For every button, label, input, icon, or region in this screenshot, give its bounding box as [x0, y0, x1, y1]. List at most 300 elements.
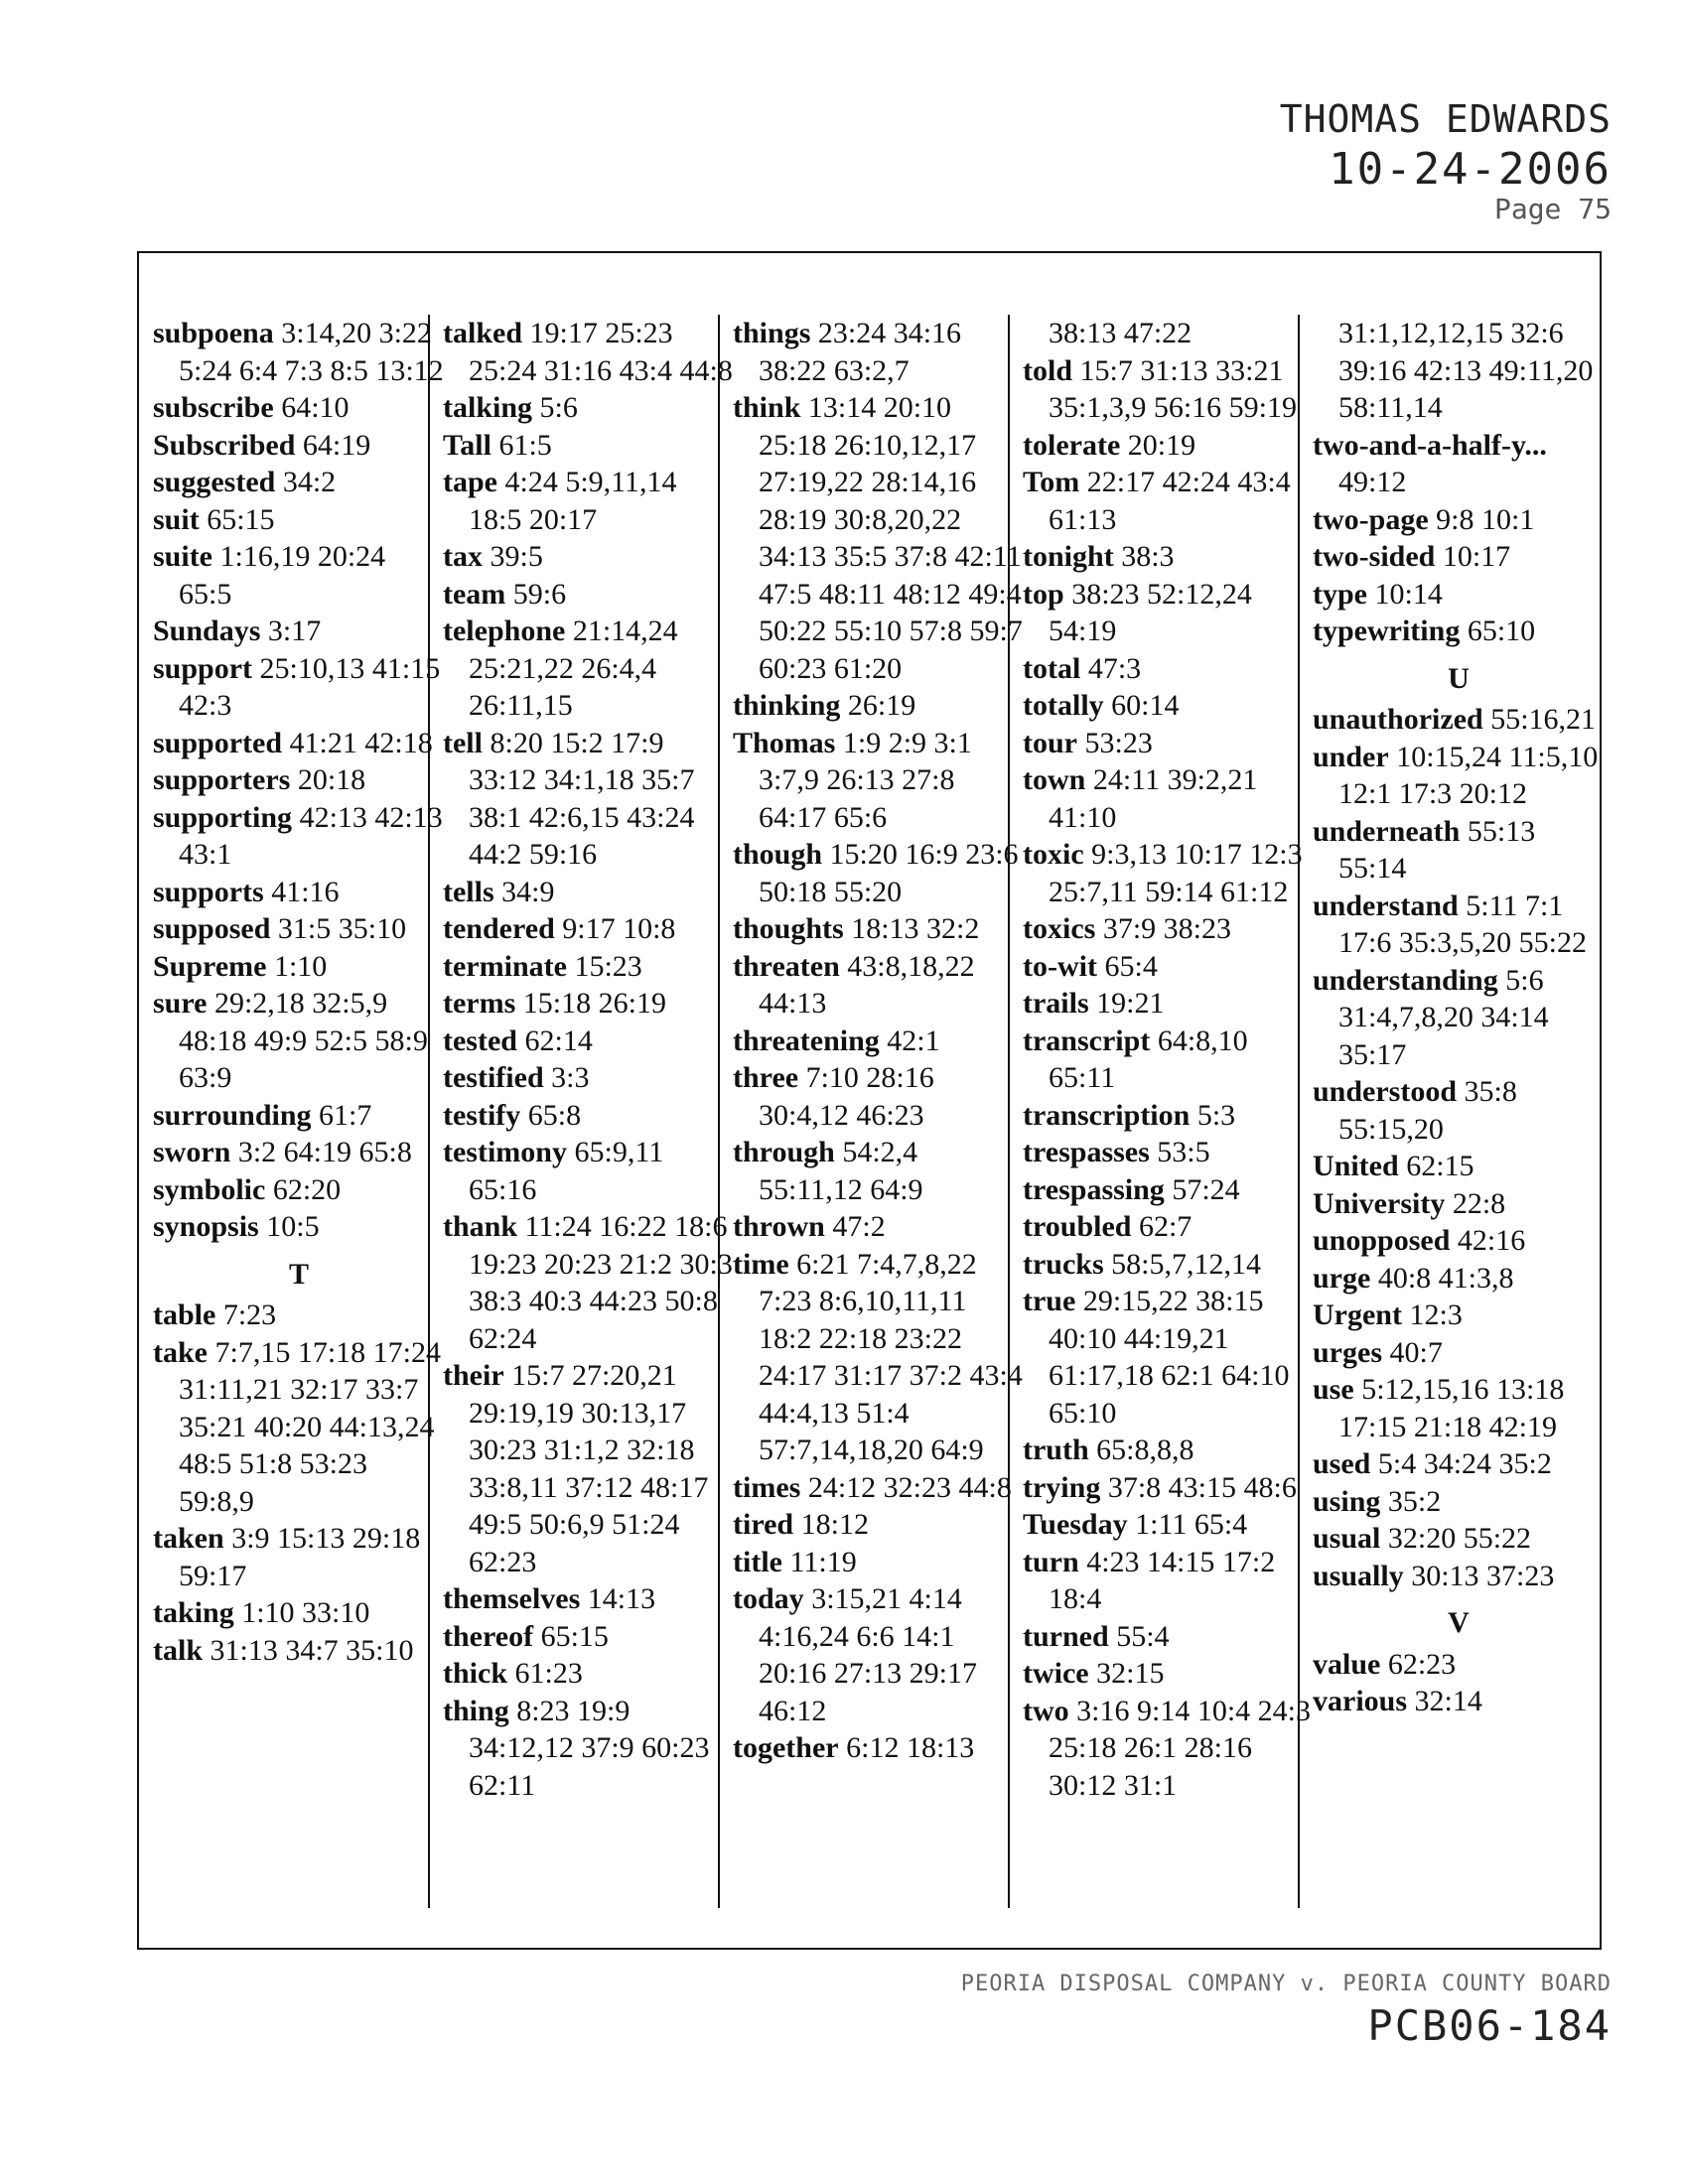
index-entry	[733, 1246, 1025, 1469]
index-entry	[1313, 1483, 1605, 1521]
index-refs: 31:13 34:7 35:10	[210, 1633, 414, 1667]
index-term: talked	[443, 317, 523, 349]
index-term: telephone	[443, 614, 566, 647]
index-entry	[1313, 701, 1605, 739]
index-term: two-sided	[1313, 540, 1436, 573]
index-entry	[733, 1059, 1025, 1134]
index-entry	[733, 836, 1025, 910]
index-entry	[733, 1208, 1025, 1246]
index-entry	[443, 985, 735, 1023]
index-entry	[153, 1134, 445, 1171]
index-term: thereof	[443, 1619, 534, 1653]
index-entry	[1023, 576, 1315, 650]
index-refs: 18:12	[800, 1508, 869, 1541]
index-entry	[1313, 1334, 1605, 1372]
index-entry	[153, 613, 445, 650]
index-term: talk	[153, 1633, 204, 1667]
index-refs: 14:13	[587, 1582, 656, 1615]
index-entry	[153, 1171, 445, 1209]
index-refs: 18:13 32:2	[851, 912, 980, 945]
index-term: usual	[1313, 1522, 1381, 1555]
index-refs: 34:2	[282, 466, 337, 498]
index-term: things	[733, 317, 811, 349]
index-entry	[1023, 1097, 1315, 1135]
index-term: Tom	[1023, 466, 1080, 498]
index-term: thank	[443, 1210, 518, 1243]
index-refs: 15:20 16:9 23:6 50:18 55:20	[759, 838, 1019, 908]
index-entry	[1023, 1208, 1315, 1246]
index-term: troubled	[1023, 1210, 1132, 1243]
index-entry	[1313, 1222, 1605, 1260]
index-refs: 62:14	[524, 1024, 593, 1057]
index-term: taken	[153, 1522, 224, 1555]
header-page-number: Page 75	[1493, 193, 1612, 225]
column-divider	[1298, 315, 1300, 1908]
index-entry	[443, 1023, 735, 1060]
index-term: underneath	[1313, 814, 1461, 848]
index-term: subscribe	[153, 391, 274, 424]
index-term: tired	[733, 1508, 794, 1541]
index-refs: 57:24	[1172, 1172, 1240, 1206]
index-term: Subscribed	[153, 428, 296, 462]
index-entry	[1023, 1432, 1315, 1469]
index-refs: 61:7	[319, 1098, 372, 1132]
index-refs: 42:16	[1457, 1224, 1526, 1257]
index-entry	[443, 1208, 735, 1357]
index-term: subpoena	[153, 317, 274, 349]
index-entry	[443, 910, 735, 948]
index-entry	[1023, 910, 1315, 948]
index-refs: 7:7,15 17:18 17:24 31:11,21 32:17 33:7 35:21 40:20 44:13,24 48:5 51:8 53:23 59:8,9	[179, 1335, 442, 1518]
index-refs: 5:12,15,16 13:18 17:15 21:18 42:19	[1338, 1373, 1565, 1443]
index-term: transcript	[1023, 1024, 1151, 1057]
index-term: University	[1313, 1186, 1446, 1220]
index-entry	[1313, 1520, 1605, 1558]
index-entry	[443, 1693, 735, 1805]
index-term: unopposed	[1313, 1224, 1451, 1257]
index-term: though	[733, 838, 823, 871]
index-entry	[1313, 1371, 1605, 1445]
section-letter: T	[288, 1257, 309, 1291]
index-entry	[153, 1097, 445, 1135]
index-refs: 1:16,19 20:24 65:5	[179, 540, 386, 611]
footer-case-number: PCB06-184	[1367, 2001, 1612, 2050]
index-entry	[1023, 761, 1315, 836]
index-term: various	[1313, 1685, 1408, 1717]
index-entry	[1023, 985, 1315, 1023]
index-refs: 60:14	[1111, 689, 1180, 722]
index-refs: 3:16 9:14 10:4 24:3 25:18 26:1 28:16 30:12 31:1	[1049, 1694, 1311, 1802]
index-refs: 11:19	[789, 1545, 857, 1578]
index-refs: 8:23 19:9 34:12,12 37:9 60:23 62:11	[469, 1694, 710, 1802]
index-entry	[153, 1208, 445, 1246]
index-refs: 9:17 10:8	[562, 912, 676, 945]
index-term: Urgent	[1313, 1298, 1402, 1331]
index-term: tonight	[1023, 540, 1114, 573]
index-refs: 1:11 65:4	[1135, 1508, 1248, 1541]
index-refs: 29:2,18 32:5,9 48:18 49:9 52:5 58:9 63:9	[179, 987, 428, 1094]
index-refs: 10:15,24 11:5,10 12:1 17:3 20:12	[1338, 740, 1599, 810]
index-refs: 59:6	[512, 577, 567, 611]
index-entry	[153, 725, 445, 762]
index-refs: 55:16,21	[1490, 703, 1597, 736]
index-term: trespasses	[1023, 1136, 1150, 1168]
index-entry	[1023, 352, 1315, 427]
index-refs: 1:9 2:9 3:1 3:7,9 26:13 27:8 64:17 65:6	[759, 726, 972, 834]
index-term: trespassing	[1023, 1172, 1165, 1206]
index-refs: 3:17	[267, 614, 322, 647]
index-term: urges	[1313, 1335, 1382, 1369]
index-term: tour	[1023, 726, 1077, 759]
index-refs: 40:8 41:3,8	[1377, 1261, 1514, 1295]
index-refs: 39:5	[490, 540, 543, 573]
index-term: totally	[1023, 689, 1104, 722]
index-term: taking	[153, 1596, 234, 1629]
index-term: using	[1313, 1484, 1381, 1518]
index-refs: 58:5,7,12,14	[1111, 1247, 1262, 1281]
index-term: Supreme	[153, 949, 267, 983]
index-term: Thomas	[733, 726, 836, 759]
index-entry	[153, 1334, 445, 1521]
index-entry	[733, 948, 1025, 1023]
index-refs: 37:9 38:23	[1102, 912, 1231, 945]
index-entry	[1313, 1260, 1605, 1297]
index-term: table	[153, 1298, 216, 1331]
index-term: usually	[1313, 1559, 1404, 1592]
index-column-4	[1023, 315, 1315, 1804]
index-entry	[1313, 813, 1605, 887]
index-column-1	[153, 315, 445, 1669]
index-refs: 40:7	[1389, 1335, 1443, 1369]
index-refs: 7:23	[222, 1298, 277, 1331]
index-refs: 65:10	[1467, 614, 1536, 647]
index-entry	[1313, 1558, 1605, 1595]
index-entry	[733, 1506, 1025, 1544]
index-entry	[1313, 1073, 1605, 1148]
index-refs: 5:6 31:4,7,8,20 34:14 35:17	[1338, 963, 1549, 1071]
index-refs: 15:7 27:20,21 29:19,19 30:13,17 30:23 31:1,2 32:18 33:8,11 37:12 48:17 49:5 50:6,9 51:24 62:23	[469, 1359, 709, 1578]
index-refs: 62:20	[272, 1172, 342, 1206]
index-term: tell	[443, 726, 483, 759]
index-entry	[1023, 1023, 1315, 1097]
index-term: threaten	[733, 949, 840, 983]
index-refs: 25:10,13 41:15 42:3	[179, 651, 441, 722]
index-term: terms	[443, 987, 516, 1020]
index-entry	[1023, 427, 1315, 465]
index-entry	[443, 874, 735, 911]
index-entry	[1313, 1683, 1605, 1720]
index-refs: 65:4	[1104, 949, 1158, 983]
index-entry	[1023, 1134, 1315, 1171]
index-term: three	[733, 1061, 799, 1094]
index-refs: 9:3,13 10:17 12:3 25:7,11 59:14 61:12	[1049, 838, 1303, 908]
index-refs: 32:14	[1414, 1685, 1482, 1717]
index-refs: 42:1	[887, 1024, 940, 1057]
index-entry	[443, 948, 735, 986]
index-refs: 35:8 55:15,20	[1338, 1075, 1517, 1146]
index-term: Tall	[443, 428, 491, 462]
index-term: take	[153, 1335, 208, 1369]
index-entry	[443, 1097, 735, 1135]
index-entry	[1023, 1544, 1315, 1618]
index-term: suite	[153, 540, 212, 573]
index-entry	[153, 464, 445, 501]
index-entry	[443, 1357, 735, 1580]
index-refs: 5:3	[1196, 1098, 1236, 1132]
index-term: talking	[443, 391, 533, 424]
index-refs: 26:19	[847, 689, 916, 722]
index-refs: 32:20 55:22	[1387, 1522, 1532, 1555]
index-term: trying	[1023, 1470, 1101, 1504]
index-refs: 15:18 26:19	[522, 987, 666, 1020]
index-entry	[153, 799, 445, 874]
index-refs: 61:23	[514, 1657, 583, 1690]
index-entry	[443, 464, 735, 538]
index-term: synopsis	[153, 1210, 259, 1243]
index-term: truth	[1023, 1433, 1089, 1466]
index-entry	[1313, 1646, 1605, 1684]
index-entry	[153, 315, 445, 389]
index-refs: 30:13 37:23	[1411, 1559, 1555, 1592]
index-refs: 31:5 35:10	[277, 912, 407, 945]
index-refs: 4:23 14:15 17:2 18:4	[1049, 1545, 1276, 1615]
index-term: two-and-a-half-y...	[1313, 428, 1547, 462]
index-entry	[1313, 1445, 1605, 1483]
index-term: trucks	[1023, 1247, 1104, 1281]
index-entry	[153, 874, 445, 911]
index-term: thinking	[733, 689, 841, 722]
index-refs: 38:13 47:22	[1049, 317, 1193, 349]
index-refs: 31:1,12,12,15 32:6 39:16 42:13 49:11,20 58:11,14	[1338, 317, 1594, 424]
index-refs: 41:16	[271, 875, 340, 908]
index-term: think	[733, 391, 801, 424]
index-entry	[1023, 464, 1315, 538]
index-entry	[1313, 962, 1605, 1074]
index-term: suggested	[153, 466, 276, 498]
index-entry	[153, 538, 445, 613]
index-refs: 15:23	[574, 949, 642, 983]
index-entry	[153, 910, 445, 948]
index-refs: 62:23	[1387, 1647, 1457, 1681]
index-refs: 5:6	[539, 391, 578, 424]
index-term: tolerate	[1023, 428, 1121, 462]
index-term: twice	[1023, 1657, 1089, 1690]
index-refs: 49:12	[1338, 466, 1407, 498]
index-entry	[1313, 315, 1605, 427]
index-term: sure	[153, 987, 208, 1020]
index-term: testified	[443, 1061, 544, 1094]
index-refs: 9:8 10:1	[1436, 502, 1535, 536]
index-term: understood	[1313, 1075, 1458, 1108]
index-term: toxic	[1023, 838, 1084, 871]
index-refs: 13:14 20:10 25:18 26:10,12,17 27:19,22 28:14,16 28:19 30:8,20,22 34:13 35:5 37:8 42:11 47:5 48:11 48:12 49:4 50:22 55:10 57:8 59:7 60:23 61:20	[759, 391, 1023, 685]
index-entry	[1023, 650, 1315, 688]
index-term: town	[1023, 763, 1086, 796]
index-entry	[1313, 576, 1605, 614]
index-entry	[443, 613, 735, 725]
index-refs: 65:15	[207, 502, 275, 536]
index-refs: 62:7	[1138, 1210, 1193, 1243]
index-refs: 6:21 7:4,7,8,22 7:23 8:6,10,11,11 18:2 22:18 23:22 24:17 31:17 37:2 43:4 44:4,13 51:4 57:7,14,18,20 64:9	[759, 1247, 1023, 1466]
index-entry	[733, 910, 1025, 948]
index-term: Sundays	[153, 614, 261, 647]
column-divider	[1008, 315, 1010, 1908]
index-refs: 5:4 34:24 35:2	[1377, 1447, 1552, 1480]
index-term: suit	[153, 502, 200, 536]
index-entry	[443, 389, 735, 427]
column-divider	[428, 315, 430, 1908]
index-entry	[153, 1594, 445, 1632]
index-term: time	[733, 1247, 789, 1281]
index-term: turned	[1023, 1619, 1109, 1653]
index-entry	[153, 948, 445, 986]
index-term: together	[733, 1731, 839, 1764]
index-entry	[153, 1297, 445, 1334]
index-entry	[1313, 1148, 1605, 1185]
index-term: understand	[1313, 888, 1459, 922]
index-entry	[443, 1618, 735, 1656]
index-refs: 3:3	[551, 1061, 590, 1094]
index-entry	[153, 389, 445, 427]
index-term: two	[1023, 1694, 1069, 1727]
index-entry	[153, 985, 445, 1097]
index-refs: 55:13 55:14	[1338, 814, 1536, 885]
index-column-5	[1313, 315, 1605, 1720]
index-entry	[153, 427, 445, 465]
index-entry	[1023, 687, 1315, 725]
index-entry	[443, 538, 735, 576]
index-term: supports	[153, 875, 264, 908]
index-entry	[1023, 315, 1315, 352]
index-refs: 24:11 39:2,21 41:10	[1049, 763, 1258, 834]
index-term: trails	[1023, 987, 1089, 1020]
index-refs: 23:24 34:16 38:22 63:2,7	[759, 317, 962, 387]
index-refs: 20:18	[297, 763, 366, 796]
index-entry	[443, 1655, 735, 1693]
index-refs: 24:12 32:23 44:8	[807, 1470, 1012, 1504]
index-entry	[733, 315, 1025, 389]
index-entry	[153, 650, 445, 725]
index-term: used	[1313, 1447, 1371, 1480]
index-term: today	[733, 1582, 804, 1615]
index-column-2	[443, 315, 735, 1804]
index-entry	[1313, 887, 1605, 962]
index-entry	[1313, 501, 1605, 539]
index-entry	[443, 1134, 735, 1208]
index-refs: 10:5	[266, 1210, 320, 1243]
footer-case-caption: PEORIA DISPOSAL COMPANY v. PEORIA COUNTY BOARD	[960, 1972, 1612, 1996]
index-refs: 65:15	[540, 1619, 609, 1653]
index-refs: 53:23	[1084, 726, 1153, 759]
index-refs: 61:5	[498, 428, 552, 462]
index-term: thrown	[733, 1210, 825, 1243]
index-entry	[1313, 613, 1605, 650]
index-refs: 7:10 28:16 30:4,12 46:23	[759, 1061, 934, 1132]
index-term: urge	[1313, 1261, 1371, 1295]
index-term: two-page	[1313, 502, 1429, 536]
index-refs: 3:2 64:19 65:8	[237, 1136, 412, 1168]
index-entry	[443, 1059, 735, 1097]
index-entry	[1023, 1283, 1315, 1432]
index-term: testimony	[443, 1136, 567, 1168]
index-term: tax	[443, 540, 483, 573]
index-refs: 1:10	[273, 949, 328, 983]
index-term: themselves	[443, 1582, 581, 1615]
index-refs: 65:8,8,8	[1096, 1433, 1194, 1466]
index-term: tendered	[443, 912, 555, 945]
index-refs: 35:2	[1387, 1484, 1442, 1518]
index-entry	[153, 501, 445, 539]
index-entry	[443, 725, 735, 874]
index-refs: 37:8 43:15 48:6	[1107, 1470, 1297, 1504]
index-refs: 22:17 42:24 43:4 61:13	[1049, 466, 1291, 536]
index-refs: 11:24 16:22 18:6 19:23 20:23 21:2 30:3 38:3 40:3 44:23 50:8 62:24	[469, 1210, 733, 1355]
index-term: surrounding	[153, 1098, 312, 1132]
index-entry	[1023, 1469, 1315, 1507]
index-refs: 42:13 42:13 43:1	[179, 800, 443, 871]
index-refs: 62:15	[1406, 1150, 1474, 1182]
section-letter: V	[1448, 1606, 1470, 1639]
index-term: their	[443, 1359, 504, 1392]
index-term: type	[1313, 577, 1367, 611]
index-term: value	[1313, 1647, 1381, 1681]
index-entry	[1023, 1171, 1315, 1209]
index-term: support	[153, 651, 253, 685]
index-refs: 32:15	[1096, 1657, 1165, 1690]
index-term: Tuesday	[1023, 1508, 1128, 1541]
index-refs: 65:9,11 65:16	[469, 1136, 664, 1206]
header-date: 10-24-2006	[1329, 144, 1612, 195]
index-term: symbolic	[153, 1172, 266, 1206]
index-term: terminate	[443, 949, 567, 983]
index-entry	[1023, 1693, 1315, 1805]
column-divider	[718, 315, 720, 1908]
index-entry	[1313, 427, 1605, 501]
index-refs: 64:8,10 65:11	[1049, 1024, 1248, 1094]
index-refs: 8:20 15:2 17:9 33:12 34:1,18 35:7 38:1 42:6,15 43:24 44:2 59:16	[469, 726, 695, 871]
index-term: use	[1313, 1373, 1354, 1406]
index-entry	[153, 1632, 445, 1670]
index-entry	[733, 1023, 1025, 1060]
index-entry	[1313, 1185, 1605, 1223]
index-term: turn	[1023, 1545, 1079, 1578]
index-entry	[443, 576, 735, 614]
index-refs: 3:9 15:13 29:18 59:17	[179, 1522, 421, 1592]
index-refs: 64:10	[281, 391, 350, 424]
index-refs: 20:19	[1127, 428, 1196, 462]
index-term: transcription	[1023, 1098, 1191, 1132]
index-entry	[733, 1580, 1025, 1729]
index-entry	[1023, 1655, 1315, 1693]
index-term: supporting	[153, 800, 293, 834]
index-entry	[733, 1134, 1025, 1208]
index-term: thick	[443, 1657, 508, 1690]
index-term: thing	[443, 1694, 509, 1727]
index-refs: 21:14,24 25:21,22 26:4,4 26:11,15	[469, 614, 678, 722]
index-term: supporters	[153, 763, 291, 796]
index-term: sworn	[153, 1136, 231, 1168]
index-entry	[1023, 836, 1315, 910]
index-entry	[733, 1469, 1025, 1507]
index-refs: 3:15,21 4:14 4:16,24 6:6 14:1 20:16 27:13 29:17 46:12	[759, 1582, 978, 1727]
index-entry	[733, 389, 1025, 687]
index-entry	[443, 315, 735, 389]
index-term: top	[1023, 577, 1064, 611]
index-refs: 64:19	[302, 428, 371, 462]
index-refs: 47:2	[832, 1210, 886, 1243]
index-refs: 3:14,20 3:22 5:24 6:4 7:3 8:5 13:12	[179, 317, 444, 387]
index-term: through	[733, 1136, 835, 1168]
